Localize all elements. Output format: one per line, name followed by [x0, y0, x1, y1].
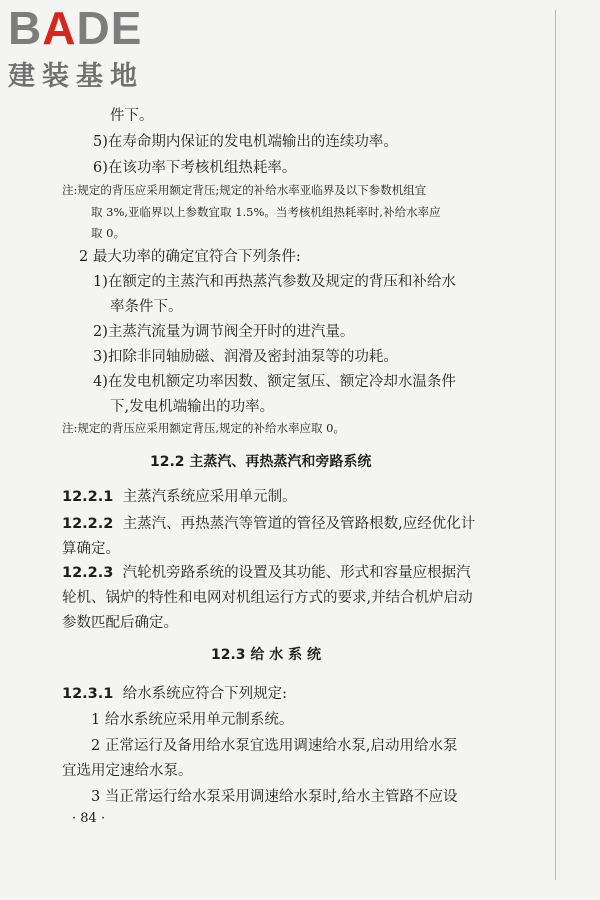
bade-logo: [8, 4, 144, 93]
clause-item: 3 当正常运行给水泵采用调速给水泵时,给水主管路不应设: [91, 789, 458, 805]
list-item: 3)扣除非同轴励磁、润滑及密封油泵等的功耗。: [93, 349, 398, 365]
text-line: 件下。: [110, 108, 154, 124]
clause-line: [62, 682, 287, 703]
clause-text: 主蒸汽系统应采用单元制。: [122, 489, 297, 505]
clause-item: 2 最大功率的确定宜符合下列条件:: [79, 249, 301, 265]
page-edge-line: [555, 10, 556, 880]
clause-line: [62, 512, 475, 533]
clause-number: 12.2.3: [62, 565, 114, 581]
text-line: 轮机、锅炉的特性和电网对机组运行方式的要求,并结合机炉启动: [62, 590, 473, 606]
clause-item: 1 给水系统应采用单元制系统。: [91, 712, 294, 728]
page-number: · 84 ·: [72, 811, 106, 826]
logo-wordmark: BADE: [8, 2, 143, 54]
list-item: 2)主蒸汽流量为调节阀全开时的进汽量。: [93, 324, 355, 340]
list-item: 1)在额定的主蒸汽和再热蒸汽参数及规定的背压和补给水: [93, 274, 456, 290]
text-line: 参数匹配后确定。: [62, 615, 178, 631]
clause-line: [62, 485, 297, 506]
text-line: 算确定。: [62, 541, 120, 557]
list-item: 5)在寿命期内保证的发电机端输出的连续功率。: [93, 134, 398, 150]
clause-text: 主蒸汽、再热蒸汽等管道的管径及管路根数,应经优化计: [122, 516, 476, 532]
text-line: 下,发电机端输出的功率。: [110, 399, 275, 415]
list-item: 6)在该功率下考核机组热耗率。: [93, 160, 297, 176]
note-text: 取 0。: [91, 226, 125, 240]
logo-subtitle: 建装基地: [8, 61, 144, 92]
section-heading: 12.2 主蒸汽、再热蒸汽和旁路系统: [150, 454, 372, 470]
note-text: 取 3%,亚临界以上参数宜取 1.5%。当考核机组热耗率时,补给水率应: [91, 205, 441, 219]
text-line: 率条件下。: [110, 299, 183, 315]
note-text: 注:规定的背压应采用额定背压;规定的补给水率亚临界及以下参数机组宜: [62, 183, 427, 197]
clause-number: 12.2.1: [62, 489, 114, 505]
note-text: 注:规定的背压应采用额定背压,规定的补给水率应取 0。: [62, 421, 345, 435]
clause-number: 12.3.1: [62, 686, 114, 702]
clause-line: [62, 561, 471, 582]
section-heading: 12.3 给 水 系 统: [211, 647, 322, 663]
clause-item: 2 正常运行及备用给水泵宜选用调速给水泵,启动用给水泵: [91, 738, 458, 754]
clause-text: 给水系统应符合下列规定:: [122, 686, 287, 702]
list-item: 4)在发电机额定功率因数、额定氢压、额定冷却水温条件: [93, 374, 456, 390]
text-line: 宜选用定速给水泵。: [62, 763, 193, 779]
clause-number: 12.2.2: [62, 516, 114, 532]
clause-text: 汽轮机旁路系统的设置及其功能、形式和容量应根据汽: [122, 565, 471, 581]
